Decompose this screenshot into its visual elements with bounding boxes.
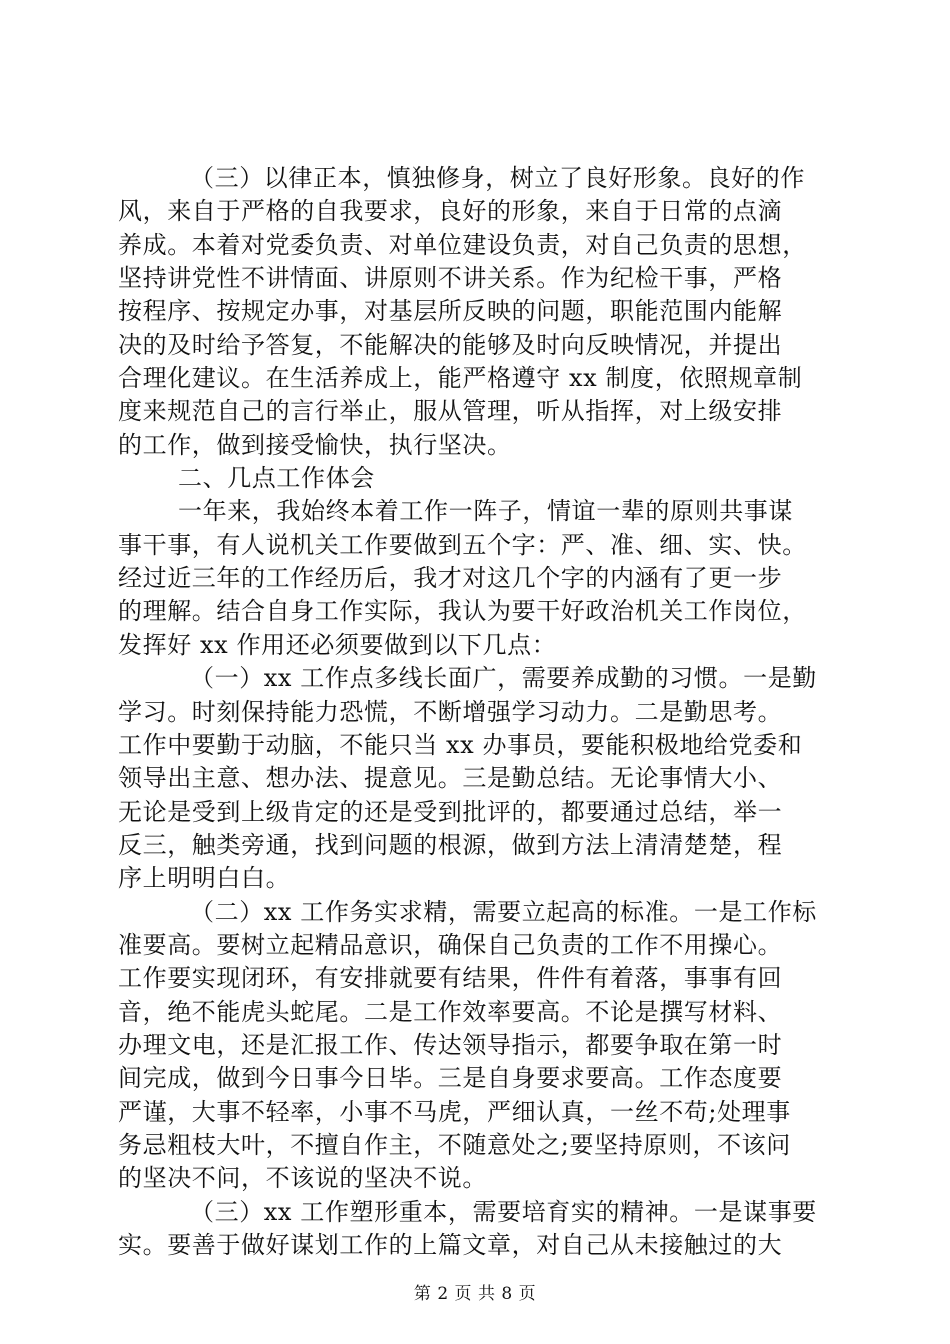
text-line: 一年来，我始终本着工作一阵子，情谊一辈的原则共事谋 (178, 497, 793, 525)
text-line: 准要高。要树立起精品意识，确保自己负责的工作不用操心。 (118, 931, 783, 959)
text-line: 工作要实现闭环，有安排就要有结果，件件有着落，事事有回 (118, 964, 783, 992)
text-line: （二）xx 工作务实求精，需要立起高的标准。一是工作标 (190, 898, 817, 926)
text-line: 办理文电，还是汇报工作、传达领导指示，都要争取在第一时 (118, 1031, 783, 1059)
text-line: 经过近三年的工作经历后，我才对这几个字的内涵有了更一步 (118, 564, 783, 592)
text-line: 合理化建议。在生活养成上，能严格遵守 xx 制度，依照规章制 (118, 364, 803, 392)
text-line: 的工作，做到接受愉快，执行坚决。 (118, 431, 512, 459)
text-line: 音，绝不能虎头蛇尾。二是工作效率要高。不论是撰写材料、 (118, 998, 783, 1026)
text-line: 事干事，有人说机关工作要做到五个字：严、准、细、实、快。 (118, 531, 807, 559)
text-line: 发挥好 xx 作用还必须要做到以下几点： (118, 631, 557, 659)
text-line: 无论是受到上级肯定的还是受到批评的，都要通过总结，举一 (118, 798, 783, 826)
text-line: 决的及时给予答复，不能解决的能够及时向反映情况，并提出 (118, 331, 783, 359)
page-footer: 第 2 页 共 8 页 (413, 1284, 537, 1304)
text-line: 度来规范自己的言行举止，服从管理，听从指挥，对上级安排 (118, 397, 783, 425)
text-line: 实。要善于做好谋划工作的上篇文章，对自己从未接触过的大 (118, 1231, 783, 1259)
text-line: 工作中要勤于动脑，不能只当 xx 办事员，要能积极地给党委和 (118, 731, 803, 759)
text-line: 养成。本着对党委负责、对单位建设负责，对自己负责的思想， (118, 231, 807, 259)
text-line: 务忌粗枝大叶，不擅自作主，不随意处之;要坚持原则，不该问 (118, 1131, 791, 1159)
text-line: 间完成，做到今日事今日毕。三是自身要求要高。工作态度要 (118, 1064, 783, 1092)
text-line: （三）以律正本，慎独修身，树立了良好形象。良好的作 (190, 164, 805, 192)
section-heading: 二、几点工作体会 (178, 464, 375, 492)
text-line: 领导出主意、想办法、提意见。三是勤总结。无论事情大小、 (118, 764, 783, 792)
text-line: 反三，触类旁通，找到问题的根源，做到方法上清清楚楚，程 (118, 831, 783, 859)
text-line: （三）xx 工作塑形重本，需要培育实的精神。一是谋事要 (190, 1198, 817, 1226)
text-line: （一）xx 工作点多线长面广，需要养成勤的习惯。一是勤 (190, 664, 817, 692)
text-line: 的理解。结合自身工作实际，我认为要干好政治机关工作岗位， (118, 597, 807, 625)
text-line: 序上明明白白。 (118, 864, 291, 892)
text-line: 风，来自于严格的自我要求，良好的形象，来自于日常的点滴 (118, 197, 783, 225)
text-line: 学习。时刻保持能力恐慌，不断增强学习动力。二是勤思考。 (118, 698, 783, 726)
text-line: 严谨，大事不轻率，小事不马虎，严细认真，一丝不苟;处理事 (118, 1098, 791, 1126)
text-line: 坚持讲党性不讲情面、讲原则不讲关系。作为纪检干事，严格 (118, 264, 783, 292)
text-line: 的坚决不问，不该说的坚决不说。 (118, 1164, 487, 1192)
text-line: 按程序、按规定办事，对基层所反映的问题，职能范围内能解 (118, 297, 783, 325)
